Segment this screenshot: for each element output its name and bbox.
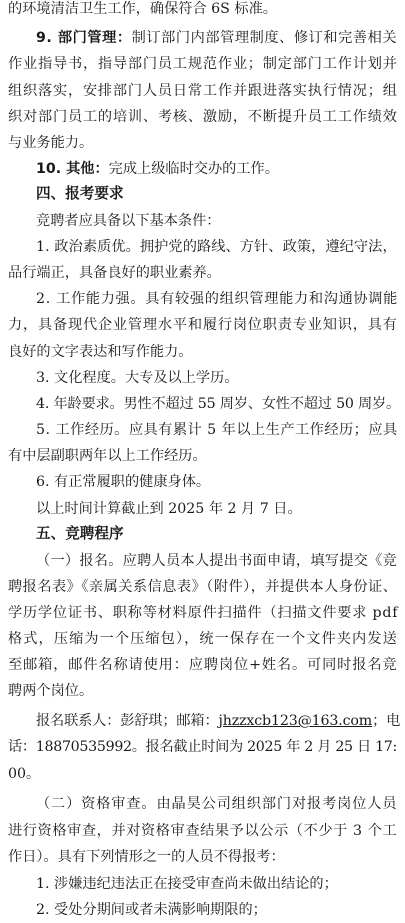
text-line <box>36 897 267 923</box>
text-line <box>8 104 398 130</box>
line-text: 品行端正，具备良好的职业素养。 <box>8 265 221 281</box>
text-line <box>36 286 398 312</box>
line-text: 1. 涉嫌违纪违法正在接受审查尚未做出结论的； <box>36 876 338 892</box>
section-heading <box>36 181 124 207</box>
line-text: 聘报名表》《亲属关系信息表》（附件），并提供本人身份证、 <box>8 579 398 595</box>
line-text: 织对部门员工的培训、考核、激励，不断提升员工工作绩效 <box>8 109 398 125</box>
email-link[interactable]: jhzzxcb123@163.com <box>218 713 373 729</box>
text-line <box>8 626 398 652</box>
text-line <box>8 574 397 600</box>
text-line <box>8 78 398 104</box>
text-line <box>8 51 398 77</box>
line-text: 00。 <box>8 766 41 782</box>
text-line <box>8 761 40 787</box>
text-line <box>36 871 338 897</box>
text-line <box>36 208 220 234</box>
section-heading <box>36 521 124 547</box>
line-text: 2. 受处分期间或者未满影响期限的； <box>36 902 267 918</box>
text-line <box>8 0 277 22</box>
line-text: 作业指导书，指导部门员工规范作业；制定部门工作计划并 <box>8 56 398 72</box>
line-text: 报名联系人：彭舒琪；邮箱： <box>36 713 219 729</box>
line-text: 2. 工作能力强。具有较强的组织管理能力和沟通协调能 <box>36 291 399 307</box>
text-line <box>8 260 221 286</box>
text-line <box>36 469 210 495</box>
line-text: 制订部门内部管理制度、修订和完善相关 <box>131 30 398 46</box>
line-text: 有中层副职两年以上工作经历。 <box>8 448 207 464</box>
text-line <box>36 234 397 260</box>
line-text: 四、报考要求 <box>36 185 124 202</box>
line-text: 与业务能力。 <box>8 135 94 151</box>
line-text: 4. 年龄要求。男性不超过 55 周岁、女性不超过 50 周岁。 <box>36 396 401 412</box>
line-text: 完成上级临时交办的工作。 <box>108 161 279 177</box>
line-text: 竞聘者应具备以下基本条件： <box>36 213 221 229</box>
text-line <box>8 339 192 365</box>
line-text: 的环境清洁卫生工作，确保符合 6S 标准。 <box>8 1 277 17</box>
item-label: 10. 其他： <box>36 161 109 177</box>
line-text: 5. 工作经历。应具有累计 5 年以上生产工作经历；应具 <box>36 422 398 438</box>
line-text: 1. 政治素质优。拥护党的路线、方针、政策，遵纪守法， <box>36 239 397 255</box>
line-text: 良好的文字表达和写作能力。 <box>8 344 193 360</box>
line-text: 至邮箱，邮件名称请使用：应聘岗位+姓名。可同时报名竞 <box>8 657 398 673</box>
text-line <box>8 678 93 704</box>
line-text: 6. 有正常履职的健康身体。 <box>36 474 211 490</box>
text-line <box>8 312 398 338</box>
text-line <box>36 708 400 734</box>
line-text: 以上时间计算截止到 2025 年 2 月 7 日。 <box>36 501 302 517</box>
text-line <box>36 417 398 443</box>
text-line <box>36 548 397 574</box>
line-text: ；电 <box>372 713 401 729</box>
text-line <box>36 391 400 417</box>
text-line <box>36 791 397 817</box>
line-text: 3. 文化程度。大专及以上学历。 <box>36 370 239 386</box>
text-line <box>8 652 397 678</box>
text-line <box>8 844 285 870</box>
text-line <box>36 25 397 51</box>
line-text: （二）资格审查。由晶昊公司组织部门对报考岗位人员 <box>36 796 398 812</box>
text-line <box>8 443 207 469</box>
text-line <box>8 600 398 626</box>
item-label: 9. 部门管理： <box>36 30 132 46</box>
line-text: 进行资格审查，并对资格审查结果予以公示（不少于 3 个工 <box>8 823 398 839</box>
text-line <box>8 818 397 844</box>
text-line <box>36 365 239 391</box>
line-text: 作日）。具有下列情形之一的人员不得报考： <box>8 849 285 865</box>
line-text: 学历学位证书、职称等材料原件扫描件（扫描文件要求 pdf <box>8 605 399 621</box>
text-line <box>36 156 279 182</box>
text-line <box>8 734 397 760</box>
line-text: 五、竞聘程序 <box>36 525 124 542</box>
text-line <box>36 496 302 522</box>
line-text: 话：18870535992。报名截止时间为 2025 年 2 月 25 日 17: <box>8 739 398 755</box>
line-text: 组织落实，安排部门人员日常工作并跟进落实执行情况；组 <box>8 83 398 99</box>
line-text: （一）报名。应聘人员本人提出书面申请，填写提交《竞 <box>36 553 397 569</box>
line-text: 聘两个岗位。 <box>8 683 94 699</box>
line-text: 格式，压缩为一个压缩包），统一保存在一个文件夹内发送 <box>8 631 398 647</box>
text-line <box>8 130 93 156</box>
line-text: 力，具备现代企业管理水平和履行岗位职责专业知识，具有 <box>8 317 398 333</box>
